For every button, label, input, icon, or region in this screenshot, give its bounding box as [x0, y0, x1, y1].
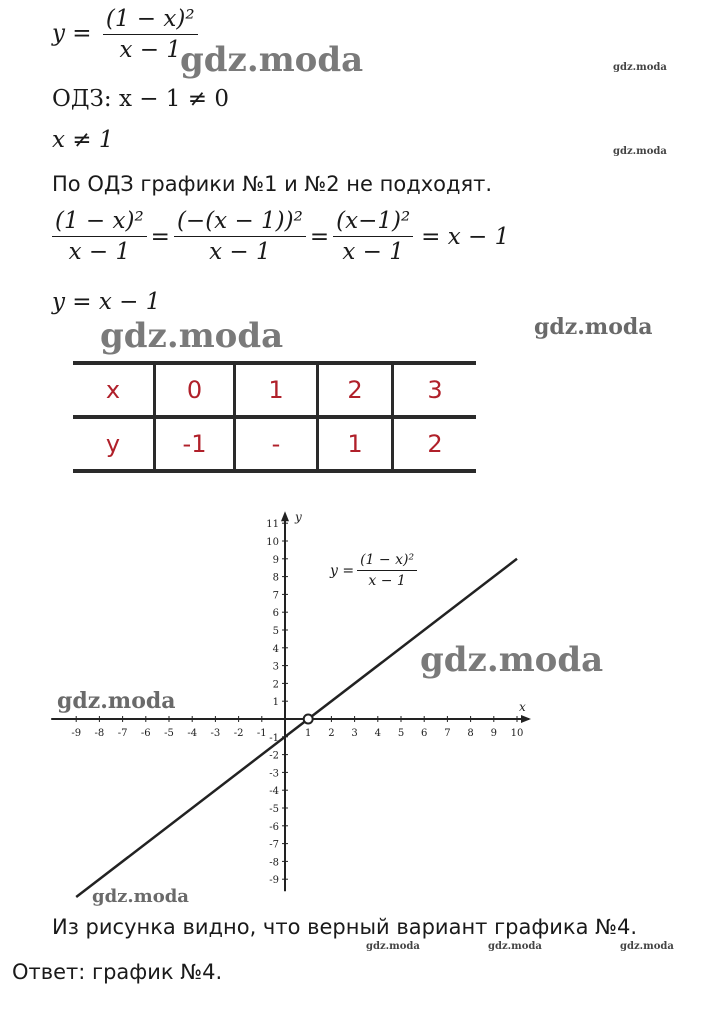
- y-tick-label: 7: [272, 590, 279, 602]
- watermark: gdz.moda: [57, 688, 176, 714]
- y-tick-label: 11: [266, 519, 279, 531]
- x-tick-label: -8: [94, 728, 105, 739]
- x-tick-label: 5: [397, 728, 405, 739]
- y-tick-label: 8: [272, 572, 279, 584]
- chain-fraction-2: [174, 208, 306, 265]
- x-tick-label: 4: [374, 728, 381, 739]
- y-tick-label: -8: [269, 857, 279, 869]
- y-tick-label: 1: [272, 697, 279, 709]
- chain-equals-1: =: [150, 223, 170, 250]
- chain-denominator-1: x − 1: [68, 239, 131, 265]
- x-tick-label: -6: [140, 728, 151, 739]
- chain-numerator-3: (x−1)²: [333, 208, 413, 237]
- table-cell: 0: [155, 363, 235, 417]
- y-tick-label: 5: [272, 626, 279, 637]
- watermark: gdz.moda: [366, 941, 420, 952]
- answer-text: Ответ: график №4.: [12, 960, 223, 984]
- graph-formula-numerator: (1 − x)²: [357, 552, 417, 571]
- simplified-function: y = x − 1: [52, 289, 161, 315]
- x-tick-label: 2: [328, 728, 335, 739]
- watermark: gdz.moda: [488, 941, 542, 952]
- x-tick-label: 8: [467, 728, 474, 739]
- watermark: gdz.moda: [180, 40, 364, 80]
- x-axis-label: x: [519, 700, 526, 714]
- y-tick-label: -1: [269, 732, 279, 744]
- odz-note: По ОДЗ графики №1 и №2 не подходят.: [52, 172, 493, 196]
- watermark: gdz.moda: [92, 886, 189, 907]
- y-tick-label: -6: [269, 821, 279, 833]
- chain-result: = x − 1: [421, 223, 510, 250]
- graph-formula-label: [330, 552, 420, 589]
- y-tick-label: -4: [269, 786, 279, 798]
- odz-line: ОДЗ: x − 1 ≠ 0: [52, 86, 229, 112]
- y-tick-label: 6: [272, 608, 279, 620]
- graph-formula-denominator: x − 1: [368, 573, 406, 589]
- x-tick-label: 7: [444, 728, 451, 739]
- x-tick-label: -5: [164, 728, 174, 739]
- x-tick-label: 3: [351, 728, 358, 739]
- y-tick-label: -7: [269, 839, 279, 851]
- table-row: [73, 417, 476, 471]
- x-axis-arrow: [521, 715, 531, 723]
- x-tick-label: -1: [256, 728, 267, 739]
- x-tick-label: 10: [510, 728, 524, 739]
- y-tick-label: 9: [272, 554, 279, 566]
- conclusion-text: Из рисунка видно, что верный вариант графика №4.: [52, 915, 638, 939]
- chain-denominator-3: x − 1: [342, 239, 404, 265]
- table-cell: 2: [427, 430, 443, 458]
- watermark: gdz.moda: [534, 314, 653, 340]
- table-cell: -1: [155, 417, 235, 471]
- y-tick-label: 10: [266, 537, 279, 548]
- y-tick-label: -3: [269, 768, 279, 780]
- x-tick-label: -2: [233, 728, 244, 739]
- x-tick-label: -9: [71, 728, 82, 739]
- simplification-chain: [48, 208, 509, 265]
- chain-numerator-2: (−(x − 1))²: [174, 208, 306, 237]
- function-lhs: y =: [52, 20, 92, 47]
- chain-denominator-2: x − 1: [209, 239, 271, 265]
- x-not-equal-line: x ≠ 1: [52, 127, 114, 153]
- y-axis-label: y: [295, 510, 302, 525]
- table-row: [73, 363, 476, 417]
- y-tick-label: 2: [272, 679, 279, 691]
- values-table: [73, 361, 476, 473]
- x-tick-label: -4: [187, 728, 198, 739]
- excluded-point: [304, 715, 313, 724]
- y-tick-label: -5: [269, 804, 279, 815]
- fraction-denominator: x − 1: [119, 37, 181, 63]
- graph-formula-lhs: y =: [330, 562, 355, 579]
- table-cell: 1: [318, 417, 393, 471]
- table-cell: 2: [318, 363, 393, 417]
- chain-fraction-3: [333, 208, 413, 265]
- y-tick-label: -2: [269, 750, 279, 762]
- table-cell: -: [235, 417, 318, 471]
- watermark: gdz.moda: [100, 316, 284, 356]
- chain-numerator-1: (1 − x)²: [52, 208, 147, 237]
- watermark: gdz.moda: [613, 146, 667, 157]
- chain-equals-2: =: [309, 223, 330, 250]
- table-cell: 1: [235, 363, 318, 417]
- x-tick-label: 9: [490, 728, 497, 739]
- fraction-numerator: (1 − x)²: [103, 6, 198, 35]
- x-tick-label: 6: [421, 728, 428, 739]
- watermark: gdz.moda: [613, 62, 667, 73]
- y-axis-arrow: [281, 511, 289, 521]
- x-tick-label: -7: [117, 728, 128, 739]
- y-tick-label: 4: [272, 643, 279, 655]
- x-tick-label: 1: [305, 728, 312, 739]
- table-cell: 3: [427, 376, 443, 404]
- watermark: gdz.moda: [620, 941, 674, 952]
- y-tick-label: 3: [272, 661, 279, 673]
- chain-fraction-1: [52, 208, 147, 265]
- table-cell: x: [73, 363, 155, 417]
- table-cell: y: [73, 417, 155, 471]
- x-tick-label: -3: [210, 728, 221, 739]
- watermark: gdz.moda: [420, 640, 604, 680]
- graph-formula-fraction: [357, 552, 417, 589]
- y-tick-label: -9: [269, 875, 279, 887]
